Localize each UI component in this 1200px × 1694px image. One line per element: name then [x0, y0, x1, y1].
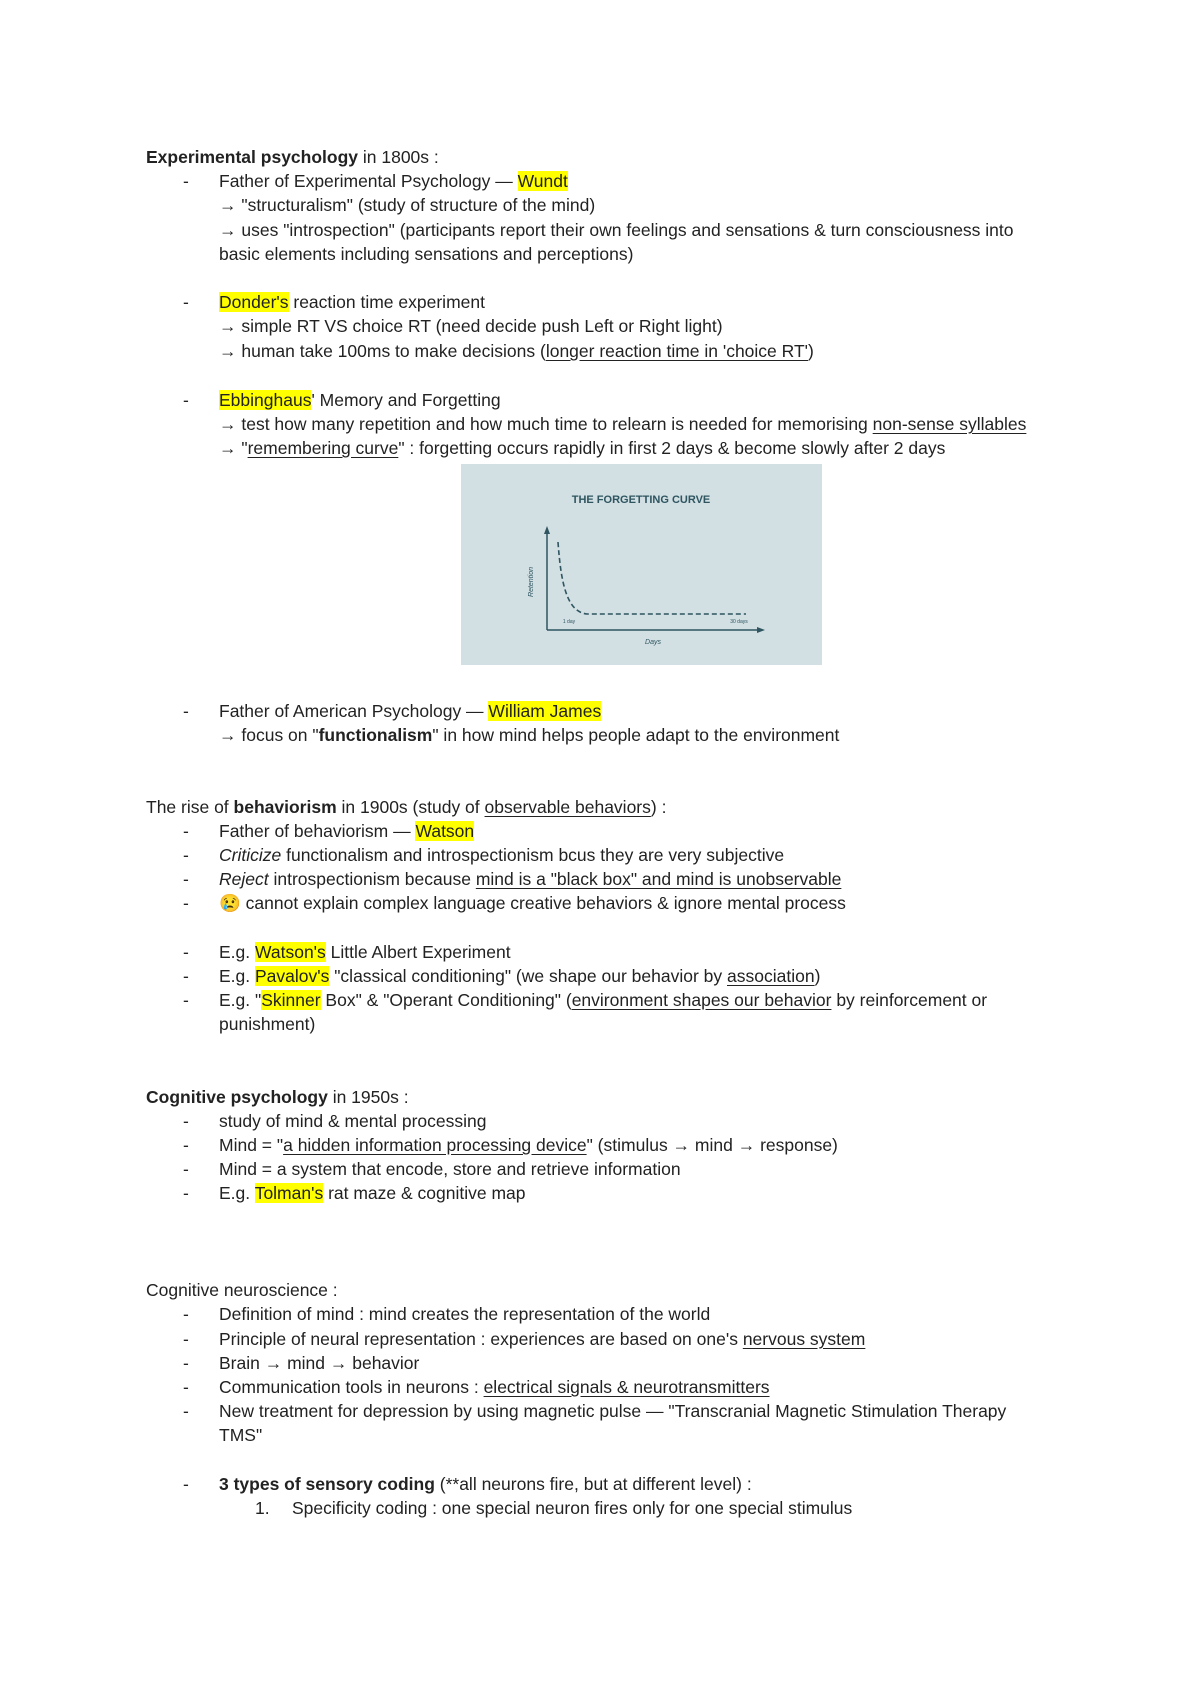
behav-item-3: Reject introspectionism because mind is a "black box" and mind is unobservable: [219, 869, 842, 889]
bullet-dash: -: [183, 701, 189, 721]
behav-item-1: Father of behaviorism — Watson: [219, 821, 475, 841]
bullet-dash: -: [183, 1401, 189, 1421]
bullet-dash: -: [183, 1183, 189, 1203]
numbered-marker: 1.: [255, 1498, 270, 1518]
bullet-dash: -: [183, 821, 189, 841]
cog-item-4: E.g. Tolman's rat maze & cognitive map: [219, 1183, 526, 1203]
heading-cognitive: Cognitive psychology in 1950s :: [146, 1087, 409, 1107]
bullet-dash: -: [183, 869, 189, 889]
curve-title: THE FORGETTING CURVE: [571, 494, 711, 506]
bullet-dash: -: [183, 1377, 189, 1397]
curve-y-arrow: [544, 526, 550, 534]
highlight-watson: Watson: [415, 821, 475, 841]
wundt-sub2: → uses "introspection" (participants report their own feelings and sensations & turn consciousness into: [219, 220, 1014, 240]
curve-start-label: 1 day: [562, 619, 576, 625]
heading-experimental: Experimental psychology in 1800s :: [146, 147, 439, 167]
ebbinghaus-sub2: → "remembering curve" : forgetting occurs rapidly in first 2 days & become slowly after 2 days: [219, 438, 946, 458]
highlight-donders: Donder's: [219, 292, 289, 312]
forgetting-curve-figure: [461, 464, 822, 665]
neuro-item-4: Communication tools in neurons : electrical signals & neurotransmitters: [219, 1377, 770, 1397]
highlight-skinner: Skinner: [261, 990, 321, 1010]
bullet-dash: -: [183, 966, 189, 986]
neuro-item-1: Definition of mind : mind creates the representation of the world: [219, 1304, 711, 1324]
forgetting-curve-svg: [461, 464, 822, 665]
bullet-dash: -: [183, 292, 189, 312]
behav-item-5: E.g. Watson's Little Albert Experiment: [219, 942, 511, 962]
neuro-item-2: Principle of neural representation : experiences are based on one's nervous system: [219, 1329, 866, 1349]
bullet-dash: -: [183, 171, 189, 191]
curve-end-label: 30 days: [730, 619, 748, 625]
wundt-sub2-cont: basic elements including sensations and perceptions): [219, 244, 634, 264]
neuro-item-5: New treatment for depression by using magnetic pulse — "Transcranial Magnetic Stimulation Therapy: [219, 1401, 1007, 1421]
behav-item-4: 😢 cannot explain complex language creative behaviors & ignore mental process: [219, 893, 846, 913]
ebbinghaus-sub1: → test how many repetition and how much time to relearn is needed for memorising non-sense syllables: [219, 414, 1027, 434]
bullet-dash: -: [183, 1135, 189, 1155]
item-ebbinghaus: Ebbinghaus' Memory and Forgetting: [219, 390, 501, 410]
donders-sub1: → simple RT VS choice RT (need decide push Left or Right light): [219, 316, 723, 336]
crying-face-icon: 😢: [219, 893, 241, 913]
bullet-dash: -: [183, 1474, 189, 1494]
neuro-item-3: Brain → mind → behavior: [219, 1353, 420, 1373]
curve-line: [558, 542, 746, 614]
behav-item-7: E.g. "Skinner Box" & "Operant Conditioning" (environment shapes our behavior by reinforcement or: [219, 990, 988, 1010]
bullet-dash: -: [183, 942, 189, 962]
behav-item-7-cont: punishment): [219, 1014, 316, 1034]
behav-item-2: Criticize functionalism and introspectionism bcus they are very subjective: [219, 845, 785, 865]
curve-y-label: Retention: [528, 567, 535, 597]
neuro-item-5-cont: TMS": [219, 1425, 263, 1445]
cog-item-1: study of mind & mental processing: [219, 1111, 487, 1131]
highlight-wundt: Wundt: [517, 171, 568, 191]
item-wundt: Father of Experimental Psychology — Wundt: [219, 171, 568, 191]
highlight-pavalov: Pavalov's: [255, 966, 330, 986]
neuro-item-6: 3 types of sensory coding (**all neurons fire, but at different level) :: [219, 1474, 752, 1494]
bullet-dash: -: [183, 1329, 189, 1349]
james-sub1: → focus on "functionalism" in how mind helps people adapt to the environment: [219, 725, 840, 745]
bullet-dash: -: [183, 1304, 189, 1324]
highlight-watsons: Watson's: [255, 942, 326, 962]
item-james: Father of American Psychology — William James: [219, 701, 602, 721]
heading-behaviorism: The rise of behaviorism in 1900s (study of observable behaviors) :: [146, 797, 667, 817]
curve-x-arrow: [757, 627, 765, 633]
highlight-tolman: Tolman's: [254, 1183, 324, 1203]
bullet-dash: -: [183, 990, 189, 1010]
bullet-dash: -: [183, 1159, 189, 1179]
highlight-james: William James: [488, 701, 602, 721]
curve-x-label: Days: [645, 639, 661, 646]
bullet-dash: -: [183, 893, 189, 913]
item-donders: Donder's reaction time experiment: [219, 292, 485, 312]
wundt-sub1: → "structuralism" (study of structure of the mind): [219, 195, 596, 215]
cog-item-3: Mind = a system that encode, store and retrieve information: [219, 1159, 681, 1179]
highlight-ebbinghaus: Ebbinghaus: [219, 390, 312, 410]
bullet-dash: -: [183, 390, 189, 410]
bullet-dash: -: [183, 845, 189, 865]
bullet-dash: -: [183, 1353, 189, 1373]
neuro-sub-1: Specificity coding : one special neuron fires only for one special stimulus: [292, 1498, 853, 1518]
bullet-dash: -: [183, 1111, 189, 1131]
cog-item-2: Mind = "a hidden information processing device" (stimulus → mind → response): [219, 1135, 838, 1155]
behav-item-6: E.g. Pavalov's "classical conditioning" (we shape our behavior by association): [219, 966, 821, 986]
heading-neuro: Cognitive neuroscience :: [146, 1280, 338, 1300]
donders-sub2: → human take 100ms to make decisions (longer reaction time in 'choice RT'): [219, 341, 814, 361]
